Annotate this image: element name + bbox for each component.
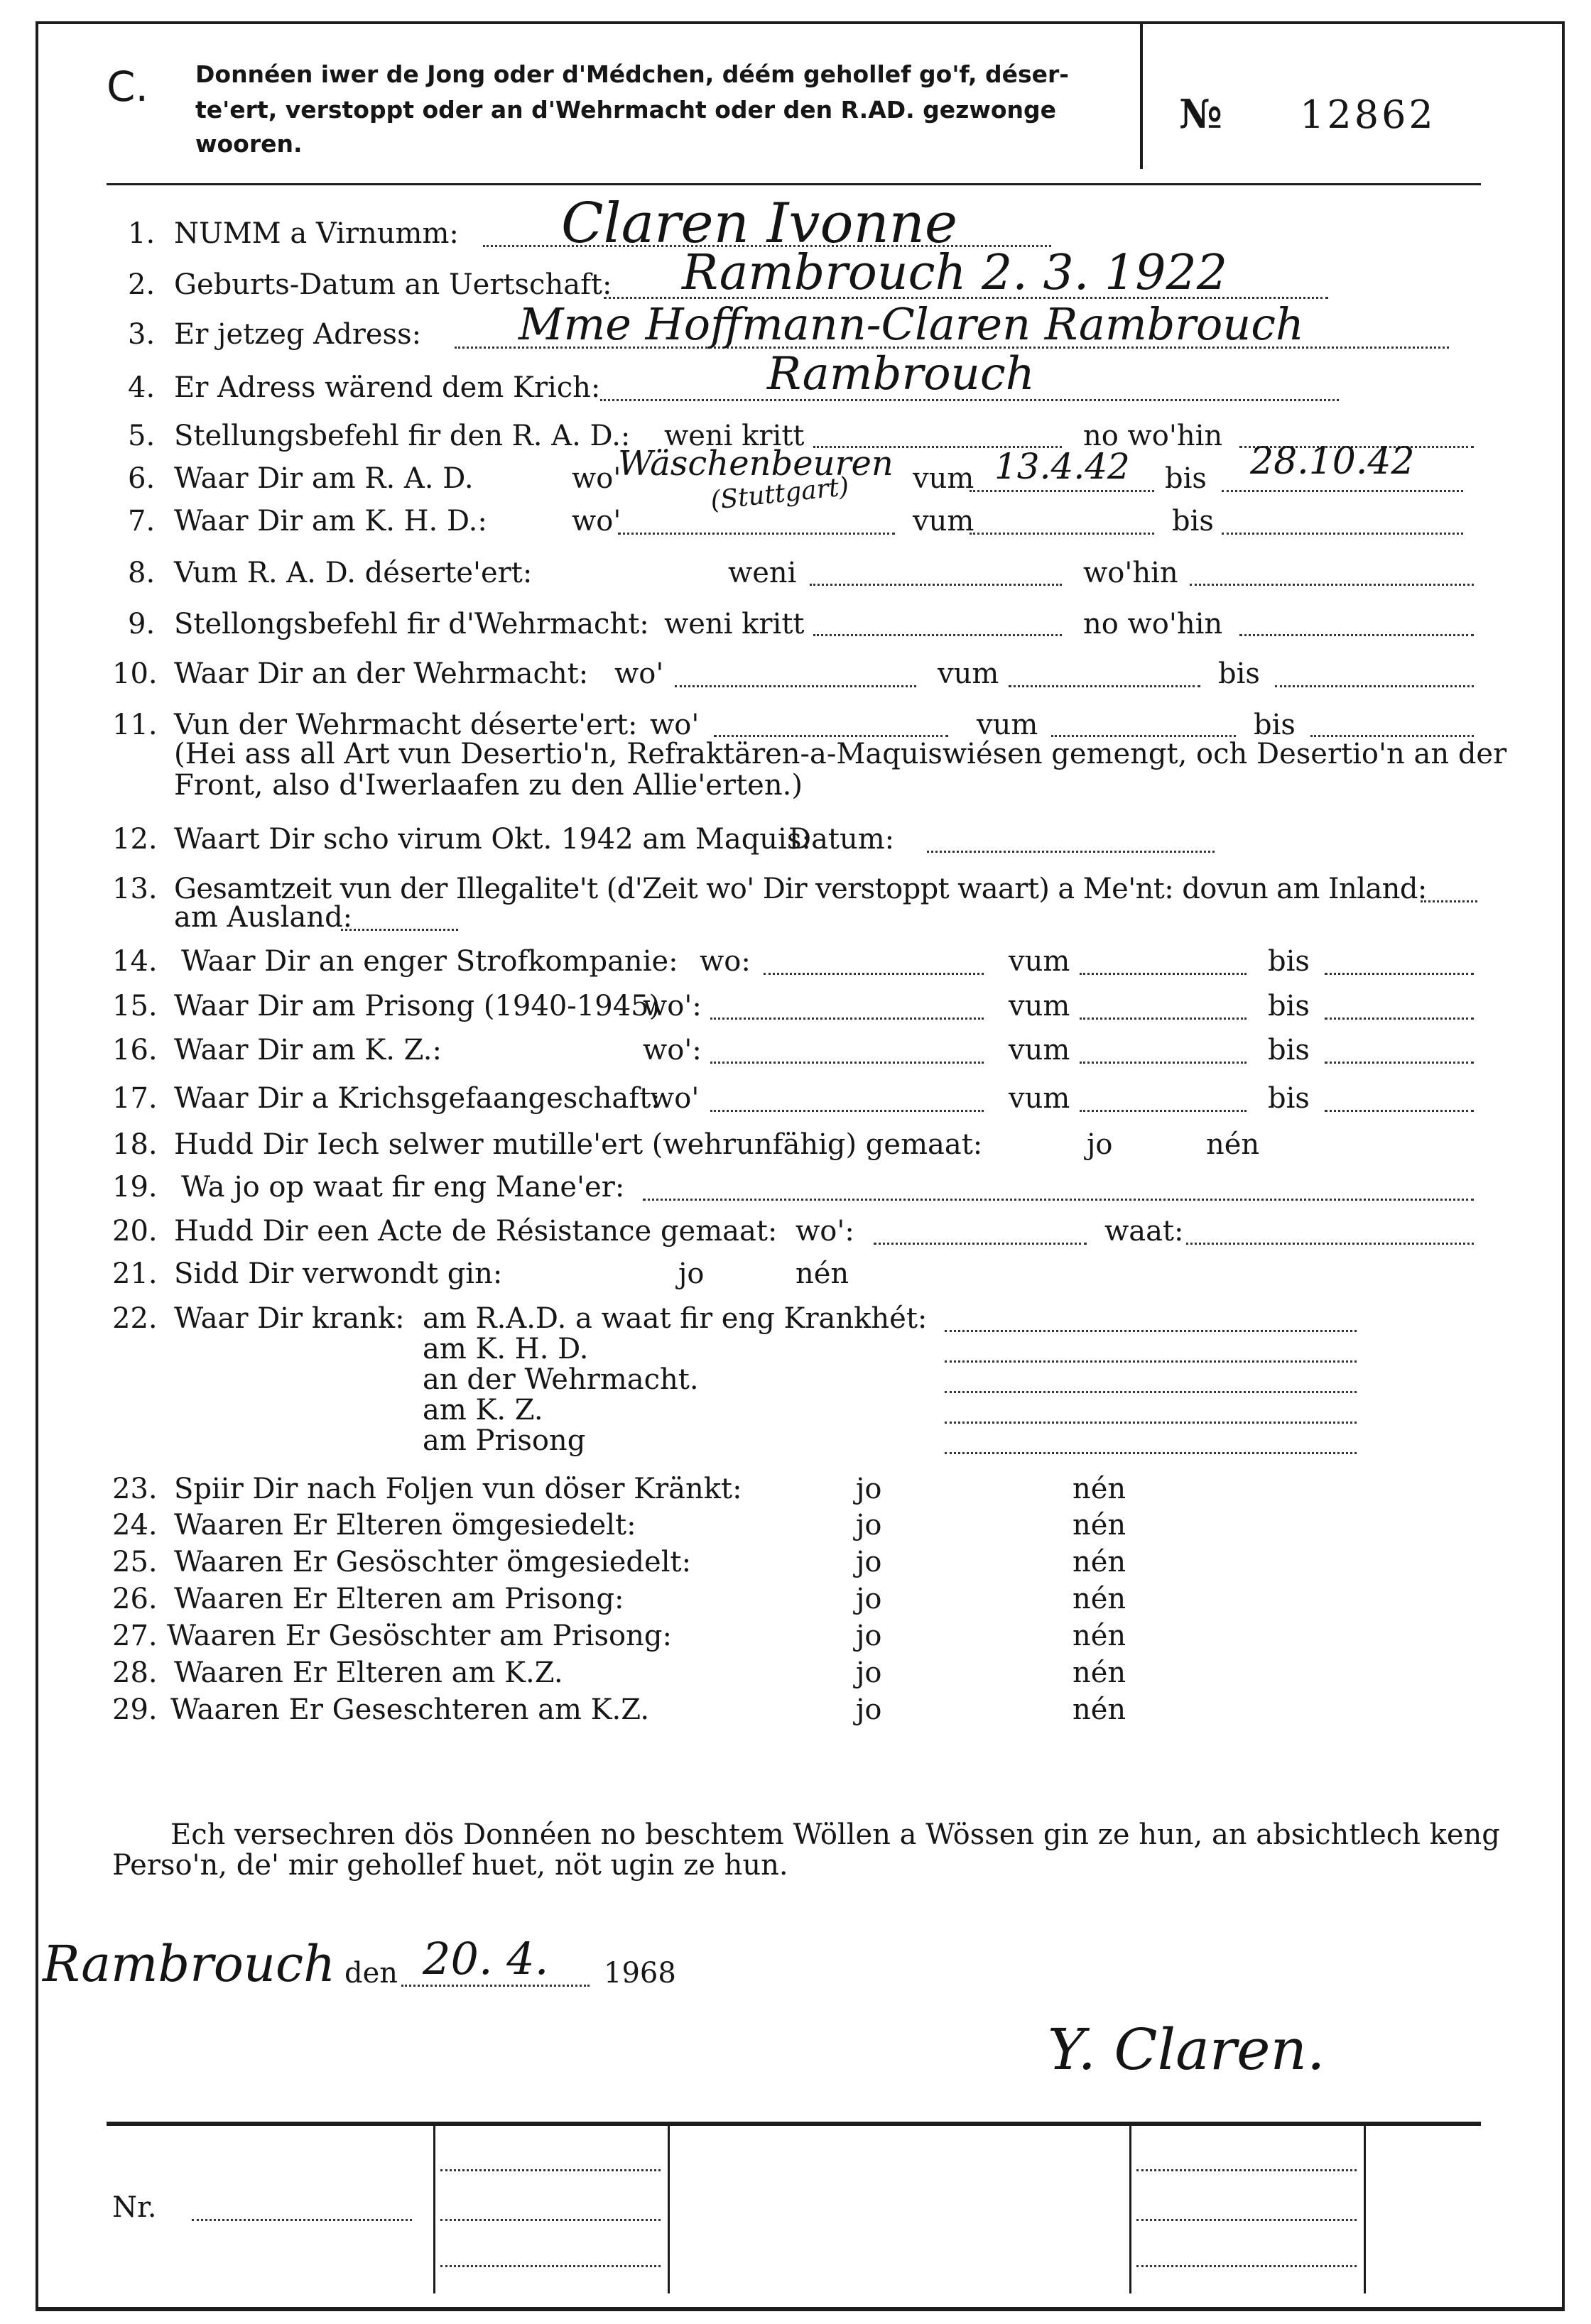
jo-option[interactable]: jo: [856, 1657, 882, 1689]
birth-label: Geburts-Datum an Uertschaft:: [174, 268, 612, 301]
war-address-value[interactable]: Rambrouch: [767, 348, 1035, 400]
name-value[interactable]: Claren Ivonne: [561, 192, 958, 256]
bis-label: bis: [1218, 658, 1260, 690]
address-value[interactable]: Mme Hoffmann-Claren Rambrouch: [518, 298, 1304, 350]
waat-line: [1186, 1243, 1474, 1245]
rad-from-value[interactable]: 13.4.42: [994, 446, 1130, 487]
bis-line: [1325, 1062, 1474, 1064]
nen-option[interactable]: nén: [1073, 1509, 1126, 1542]
wo-label: wo:: [700, 945, 751, 978]
row-number: 5.: [128, 420, 156, 452]
row-number: 13.: [112, 873, 158, 905]
sick-rad: am R.A.D. a waat fir eng Krankhét:: [423, 1302, 928, 1335]
wo-label: wo': [650, 1082, 700, 1115]
name-label: NUMM a Virnumm:: [174, 217, 459, 250]
weni-line: [810, 584, 1062, 586]
row-number: 12.: [112, 823, 158, 856]
vum-line: [1080, 1018, 1247, 1020]
header-title-line-2: te'ert, verstoppt oder an d'Wehrmacht oder den R.AD. gezwonge: [195, 96, 1057, 124]
pow-label: Waar Dir a Krichsgefaangeschaft:: [174, 1082, 661, 1115]
row-number: 1.: [128, 217, 156, 250]
date-value[interactable]: 20. 4.: [423, 1933, 549, 1985]
footer-cell-4-line-1: [1136, 2169, 1357, 2171]
bis-line: [1325, 973, 1474, 975]
inland-line: [1421, 900, 1477, 902]
siblings-kz-label: Waaren Er Geseschteren am K.Z.: [170, 1693, 650, 1726]
row-number: 25.: [112, 1546, 158, 1578]
row-number: 11.: [112, 709, 158, 741]
maquis-label: Waart Dir scho virum Okt. 1942 am Maquis:: [174, 823, 811, 856]
row-number: 7.: [128, 505, 156, 538]
birth-value[interactable]: Rambrouch 2. 3. 1922: [682, 245, 1228, 301]
wo-label: wo':: [796, 1215, 854, 1248]
wo-line: [710, 1062, 984, 1064]
row-number: 4.: [128, 371, 156, 404]
place-value[interactable]: Rambrouch: [43, 1935, 336, 1993]
weni-label: weni: [728, 557, 797, 589]
row-number: 16.: [112, 1034, 158, 1066]
bis-line: [1275, 685, 1474, 687]
header-rule: [107, 183, 1481, 185]
wehrmacht-label: Waar Dir an der Wehrmacht:: [174, 658, 589, 690]
sick-wehrmacht: an der Wehrmacht.: [423, 1363, 699, 1396]
nowohin-label: no wo'hin: [1083, 420, 1223, 452]
row-number: 29.: [112, 1693, 158, 1726]
jo-option[interactable]: jo: [856, 1473, 882, 1505]
wo-line: [618, 533, 895, 535]
bis-label: bis: [1268, 990, 1310, 1022]
row-number: 6.: [128, 462, 156, 495]
ausland-line: [341, 929, 458, 931]
footer-top-rule: [107, 2122, 1481, 2126]
nen-option[interactable]: nén: [1073, 1546, 1126, 1578]
wehrmacht-desert-label: Vun der Wehrmacht déserte'ert:: [174, 709, 638, 741]
bis-line: [1325, 1018, 1474, 1020]
rad-order-label: Stellungsbefehl fir den R. A. D.:: [174, 420, 631, 452]
wo-label: wo': [650, 709, 700, 741]
weni-label: weni kritt: [664, 420, 805, 452]
datum-label: Datum:: [788, 823, 895, 856]
vum-label: vum: [977, 709, 1038, 741]
row-number: 26.: [112, 1583, 158, 1615]
row-number: 3.: [128, 318, 156, 351]
row-number: 2.: [128, 268, 156, 301]
strofkompanie-label: Waar Dir an enger Strofkompanie:: [181, 945, 678, 978]
rad-place-value[interactable]: Wäschenbeuren: [618, 444, 894, 484]
datum-line: [927, 851, 1215, 853]
vum-line: [1080, 973, 1247, 975]
nen-option[interactable]: nén: [1073, 1693, 1126, 1726]
bis-line: [1325, 1110, 1474, 1112]
bis-label: bis: [1268, 1034, 1310, 1066]
declaration-line-2: Perso'n, de' mir gehollef huet, nöt ugin ze hun.: [112, 1849, 788, 1882]
resistance-label: Hudd Dir een Acte de Résistance gemaat:: [174, 1215, 778, 1248]
row-number: 18.: [112, 1128, 158, 1161]
sick-wehrmacht-line: [945, 1391, 1357, 1393]
wo-label: wo': [614, 658, 664, 690]
wo-label: wo': [572, 505, 621, 538]
wo-line: [710, 1018, 984, 1020]
desertion-note-line-1: (Hei ass all Art vun Desertio'n, Refraktären-a-Maquiswiésen gemengt, och Desertio'n an der: [174, 738, 1507, 770]
bis-line: [1222, 490, 1463, 492]
siblings-resettled-label: Waaren Er Gesöschter ömgesiedelt:: [174, 1546, 692, 1578]
wo-line: [675, 685, 916, 687]
vum-line: [1009, 685, 1200, 687]
row-number: 22.: [112, 1302, 158, 1335]
bis-label: bis: [1172, 505, 1214, 538]
row-number: 9.: [128, 608, 156, 640]
footer-cell-2-line-1: [440, 2169, 661, 2171]
vum-label: vum: [1009, 1034, 1070, 1066]
bis-label: bis: [1268, 1082, 1310, 1115]
kz-label: Waar Dir am K. Z.:: [174, 1034, 442, 1066]
vum-line: [1080, 1062, 1247, 1064]
illegality-label: Gesamtzeit vun der Illegalite't (d'Zeit wo' Dir verstoppt waart) a Me'nt: dovun am Inland:: [174, 873, 1427, 905]
section-letter: C.: [107, 62, 148, 111]
number-symbol: №: [1179, 91, 1222, 138]
vum-label: vum: [1009, 990, 1070, 1022]
prisong-label: Waar Dir am Prisong (1940-1945): [174, 990, 661, 1022]
parents-prison-label: Waaren Er Elteren am Prisong:: [174, 1583, 624, 1615]
sick-rad-line: [945, 1330, 1357, 1332]
footer-cell-2-line-3: [440, 2265, 661, 2267]
footer-divider-3: [1129, 2126, 1131, 2293]
row-number: 21.: [112, 1258, 158, 1290]
parents-resettled-label: Waaren Er Elteren ömgesiedelt:: [174, 1509, 636, 1542]
parents-kz-label: Waaren Er Elteren am K.Z.: [174, 1657, 563, 1689]
row-number: 20.: [112, 1215, 158, 1248]
sick-khd: am K. H. D.: [423, 1333, 589, 1365]
manner-label: Wa jo op waat fir eng Mane'er:: [181, 1171, 625, 1204]
nen-option[interactable]: nén: [796, 1258, 849, 1290]
wohin-line: [1190, 584, 1474, 586]
den-label: den: [344, 1957, 398, 1990]
sick-khd-line: [945, 1360, 1357, 1363]
vum-line: [1080, 1110, 1247, 1112]
wehrmacht-order-label: Stellongsbefehl fir d'Wehrmacht:: [174, 608, 649, 640]
row-number: 19.: [112, 1171, 158, 1204]
declaration-line-1: Ech versechren dös Donnéen no beschtem Wöllen a Wössen gin ze hun, an absichtlech keng: [170, 1818, 1500, 1851]
row-number: 17.: [112, 1082, 158, 1115]
khd-label: Waar Dir am K. H. D.:: [174, 505, 487, 538]
nr-line: [192, 2219, 412, 2221]
row-number: 8.: [128, 557, 156, 589]
bis-label: bis: [1268, 945, 1310, 978]
jo-option[interactable]: jo: [856, 1546, 882, 1578]
row-number: 23.: [112, 1473, 158, 1505]
jo-option[interactable]: jo: [678, 1258, 705, 1290]
nen-option[interactable]: nén: [1073, 1620, 1126, 1652]
weni-line: [813, 634, 1062, 636]
wo-line: [710, 1110, 984, 1112]
vum-label: vum: [913, 505, 974, 538]
weni-label: weni kritt: [664, 608, 805, 640]
year-label: 1968: [604, 1957, 676, 1990]
sick-kz: am K. Z.: [423, 1394, 543, 1426]
rad-to-value[interactable]: 28.10.42: [1250, 440, 1415, 483]
waat-label: waat:: [1104, 1215, 1184, 1248]
wo-label: wo': [572, 462, 621, 495]
wo-line: [874, 1243, 1087, 1245]
sick-prisong-line: [945, 1452, 1357, 1454]
wounded-label: Sidd Dir verwondt gin:: [174, 1258, 503, 1290]
nr-label: Nr.: [112, 2191, 157, 2224]
wo-line: [764, 973, 984, 975]
footer-cell-4-line-3: [1136, 2265, 1357, 2267]
row-number: 28.: [112, 1657, 158, 1689]
nen-option[interactable]: nén: [1206, 1128, 1260, 1161]
war-address-label: Er Adress wärend dem Krich:: [174, 371, 601, 404]
footer-divider-2: [668, 2126, 670, 2293]
row-number: 10.: [112, 658, 158, 690]
consequences-label: Spiir Dir nach Foljen vun döser Kränkt:: [174, 1473, 742, 1505]
jo-option[interactable]: jo: [1087, 1128, 1113, 1161]
vum-label: vum: [1009, 945, 1070, 978]
rad-desert-label: Vum R. A. D. déserte'ert:: [174, 557, 533, 589]
mutilation-label: Hudd Dir Iech selwer mutille'ert (wehrunfähig) gemaat:: [174, 1128, 983, 1161]
footer-cell-2-line-2: [440, 2219, 661, 2221]
vum-line: [970, 490, 1154, 492]
header-title-line-3: wooren.: [195, 130, 303, 158]
jo-option[interactable]: jo: [856, 1693, 882, 1726]
footer-divider-1: [433, 2126, 435, 2293]
wo-label: wo':: [643, 990, 702, 1022]
wohin-label: wo'hin: [1083, 557, 1178, 589]
date-line: [401, 1985, 590, 1987]
desertion-note-line-2: Front, also d'Iwerlaafen zu den Allie'erten.): [174, 769, 803, 802]
vum-label: vum: [1009, 1082, 1070, 1115]
signature: Y. Claren.: [1048, 2017, 1325, 2083]
wo-label: wo':: [643, 1034, 702, 1066]
address-label: Er jetzeg Adress:: [174, 318, 422, 351]
row-number: 27.: [112, 1620, 158, 1652]
nen-option[interactable]: nén: [1073, 1473, 1126, 1505]
row-number: 24.: [112, 1509, 158, 1542]
nen-option[interactable]: nén: [1073, 1583, 1126, 1615]
header-vertical-divider: [1140, 21, 1143, 169]
header-title-line-1: Donnéen iwer de Jong oder d'Médchen, déém gehollef go'f, déser-: [195, 60, 1069, 88]
rad-label: Waar Dir am R. A. D.: [174, 462, 474, 495]
nowohin-label: no wo'hin: [1083, 608, 1223, 640]
nen-option[interactable]: nén: [1073, 1657, 1126, 1689]
vum-label: vum: [938, 658, 999, 690]
row-number: 14.: [112, 945, 158, 978]
nowohin-line: [1239, 634, 1474, 636]
vum-label: vum: [913, 462, 974, 495]
footer-cell-4-line-2: [1136, 2219, 1357, 2221]
rad-place-note[interactable]: (Stuttgart): [709, 471, 851, 516]
jo-option[interactable]: jo: [856, 1509, 882, 1542]
footer-divider-4: [1364, 2126, 1366, 2293]
row-number: 15.: [112, 990, 158, 1022]
jo-option[interactable]: jo: [856, 1583, 882, 1615]
siblings-prison-label: Waaren Er Gesöschter am Prisong:: [167, 1620, 672, 1652]
jo-option[interactable]: jo: [856, 1620, 882, 1652]
manner-line: [643, 1199, 1474, 1201]
bis-label: bis: [1165, 462, 1207, 495]
bis-line: [1222, 533, 1463, 535]
bis-label: bis: [1254, 709, 1296, 741]
sick-label: Waar Dir krank:: [174, 1302, 405, 1335]
vum-line: [970, 533, 1154, 535]
ausland-label: am Ausland:: [174, 901, 353, 934]
form-number: 12862: [1300, 92, 1436, 137]
sick-kz-line: [945, 1422, 1357, 1424]
sick-prisong: am Prisong: [423, 1424, 586, 1457]
